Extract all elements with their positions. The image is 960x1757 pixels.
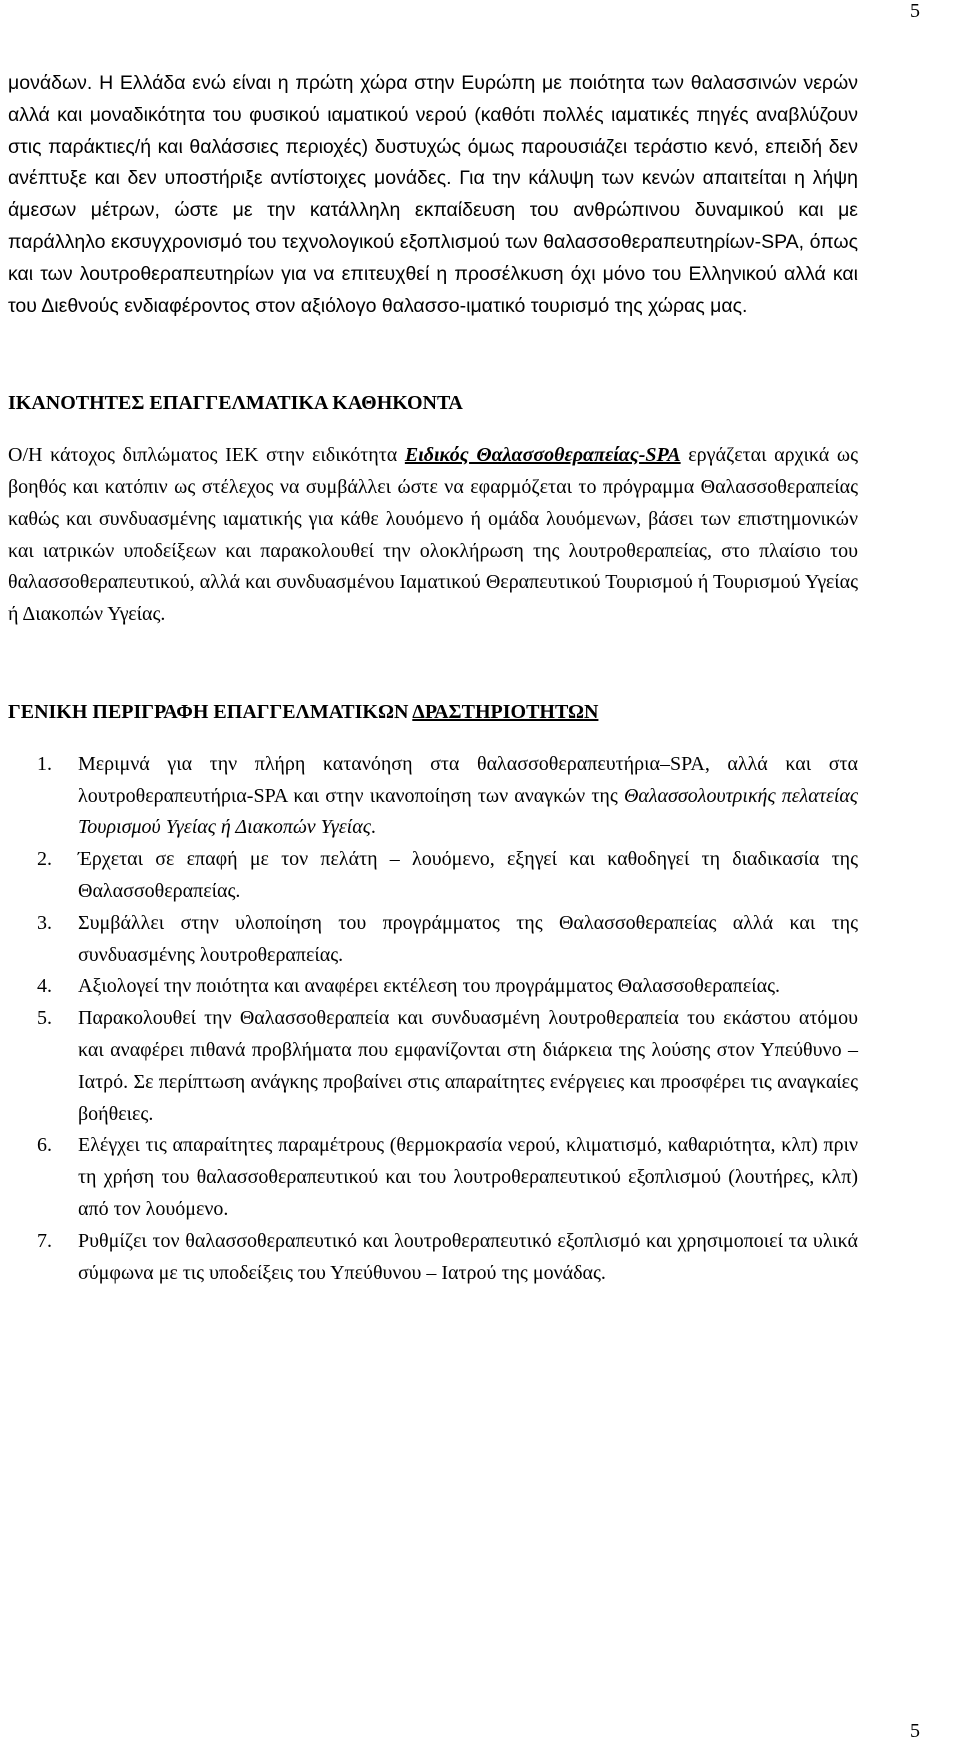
competencies-text-before: Ο/Η κάτοχος διπλώματος ΙΕΚ στην ειδικότητα (8, 444, 405, 467)
list-item-italic: Θαλασσολουτρικής πελατείας Τουρισμού Υγείας ή Διακοπών Υγείας (78, 784, 858, 839)
list-item-number: 2. (37, 848, 52, 871)
section-heading-activities (8, 697, 858, 729)
list-item-number: 6. (37, 1134, 52, 1157)
page-number-top: 5 (910, 0, 920, 22)
list-item-text: Ελέγχει τις απαραίτητες παραμέτρους (θερμοκρασία νερού, κλιματισμό, καθαριότητα, κλπ) πριν τη χρήση του θαλασσοθεραπευτικού και του λουτροθεραπευτικού εξοπλισμού (λουτήρες, κλπ) από τον λουόμενο. (78, 1134, 858, 1220)
heading-activities-start: ΓΕΝΙΚΗ ΠΕΡΙΓΡΑΦΗ ΕΠΑΓΓΕΛΜΑΤΙΚΩΝ (8, 700, 413, 723)
activities-list (8, 749, 858, 1290)
list-item-number: 5. (37, 1007, 52, 1030)
heading-activities-underlined: ΔΡΑΣΤΗΡΙΟΤΗΤΩΝ (412, 700, 599, 723)
list-item-text: Παρακολουθεί την Θαλασσοθεραπεία και συνδυασμένη λουτροθεραπεία του εκάστου ατόμου και αναφέρει πιθανά προβλήματα που εμφανίζονται στη διάρκεια της λούσης στον Υπεύθυνο – Ιατρό. Σε περίπτωση ανάγκης προβαίνει στις απαραίτητες ενέργειες και προσφέρει τις αναγκαίες βοήθειες. (78, 1007, 858, 1125)
list-item (8, 1003, 858, 1130)
list-item-tail: . (370, 816, 376, 839)
list-item-number: 4. (37, 975, 52, 998)
list-item-text: Έρχεται σε επαφή με τον πελάτη – λουόμενο, εξηγεί και καθοδηγεί τη διαδικασία της Θαλασσοθεραπείας. (78, 848, 858, 902)
list-item-number: 3. (37, 911, 52, 934)
intro-text-start: μονάδων. Η Ελλάδα ενώ είναι η πρώτη χώρα στην Ευρώπη με ποιότητα των θαλασσινών νερών αλλά και μοναδικότητα του φυσικού ιαματικού νερού (καθότι πολλές ιαματικές πηγές αναβλύζουν στις παράκτιες/ή και θαλάσσιες περιοχές) δυστυχώς όμως παρουσιάζει τεράστιο κενό, επειδή δεν ανέπτυξε και δεν υποστήριξε αντίστοιχες μονάδες. (8, 72, 858, 190)
list-item (8, 1130, 858, 1225)
list-item (8, 1226, 858, 1290)
list-item-text: Αξιολογεί την ποιότητα και αναφέρει εκτέλεση του προγράμματος Θαλασσοθεραπείας. (78, 975, 781, 998)
list-item-number: 1. (37, 752, 52, 775)
competencies-paragraph (8, 440, 858, 631)
competencies-text-after: εργάζεται αρχικά ως βοηθός και κατόπιν ως στέλεχος να συμβάλλει ώστε να εφαρμόζεται το πρόγραμμα Θαλασσοθεραπείας καθώς και συνδυασμένης ιαματικής για κάθε λουόμενο ή ομάδα λουόμενων, βάσει των επιστημονικών και ιατρικών υποδείξεων και παρακολουθεί την ολοκλήρωση της λουτροθεραπείας, στο πλαίσιο του θαλασσοθεραπευτικού, αλλά και συνδυασμένου Ιαματικού Θεραπευτικού Τουρισμού ή Τουρισμού Υγείας ή Διακοπών Υγείας. (8, 444, 858, 626)
page-number-bottom: 5 (910, 1720, 920, 1742)
list-item (8, 749, 858, 844)
list-item (8, 971, 858, 1003)
page-content (8, 68, 858, 1289)
intro-text-rest: Για την κάλυψη των κενών απαιτείται η λήψη άμεσων μέτρων, ώστε με την κατάλληλη εκπαίδευση του ανθρώπινου δυναμικού και με παράλληλο εκσυγχρονισμό του τεχνολογικού εξοπλισμού των θαλασσοθεραπευτηρίων-SPA, όπως και των λουτροθεραπευτηρίων για να επιτευχθεί η προσέλκυση όχι μόνο του Ελληνικού αλλά και του Διεθνούς ενδιαφέροντος στον αξιόλογο θαλασσο-ιματικό τουρισμό της χώρας μας. (8, 167, 859, 317)
list-item-text: Συμβάλλει στην υλοποίηση του προγράμματος της Θαλασσοθεραπείας αλλά και της συνδυασμένης λουτροθεραπείας. (78, 911, 858, 966)
specialty-name: Ειδικός Θαλασσοθεραπείας-SPA (404, 444, 681, 467)
list-item (8, 908, 858, 972)
intro-paragraph (8, 68, 858, 322)
list-item-number: 7. (37, 1229, 52, 1252)
list-item-text: Μεριμνά για την πλήρη κατανόηση στα θαλασσοθεραπευτήρια–SPA, αλλά και στα λουτροθεραπευτήρια-SPA και στην ικανοποίηση των αναγκών της (78, 752, 858, 807)
list-item-text: Ρυθμίζει τον θαλασσοθεραπευτικό και λουτροθεραπευτικό εξοπλισμό και χρησιμοποιεί τα υλικά σύμφωνα με τις υποδείξεις του Υπεύθυνου – Ιατρού της μονάδας. (78, 1229, 858, 1284)
section-heading-competencies: ΙΚΑΝΟΤΗΤΕΣ ΕΠΑΓΓΕΛΜΑΤΙΚΑ ΚΑΘΗΚΟΝΤΑ (8, 392, 463, 415)
list-item (8, 844, 858, 908)
